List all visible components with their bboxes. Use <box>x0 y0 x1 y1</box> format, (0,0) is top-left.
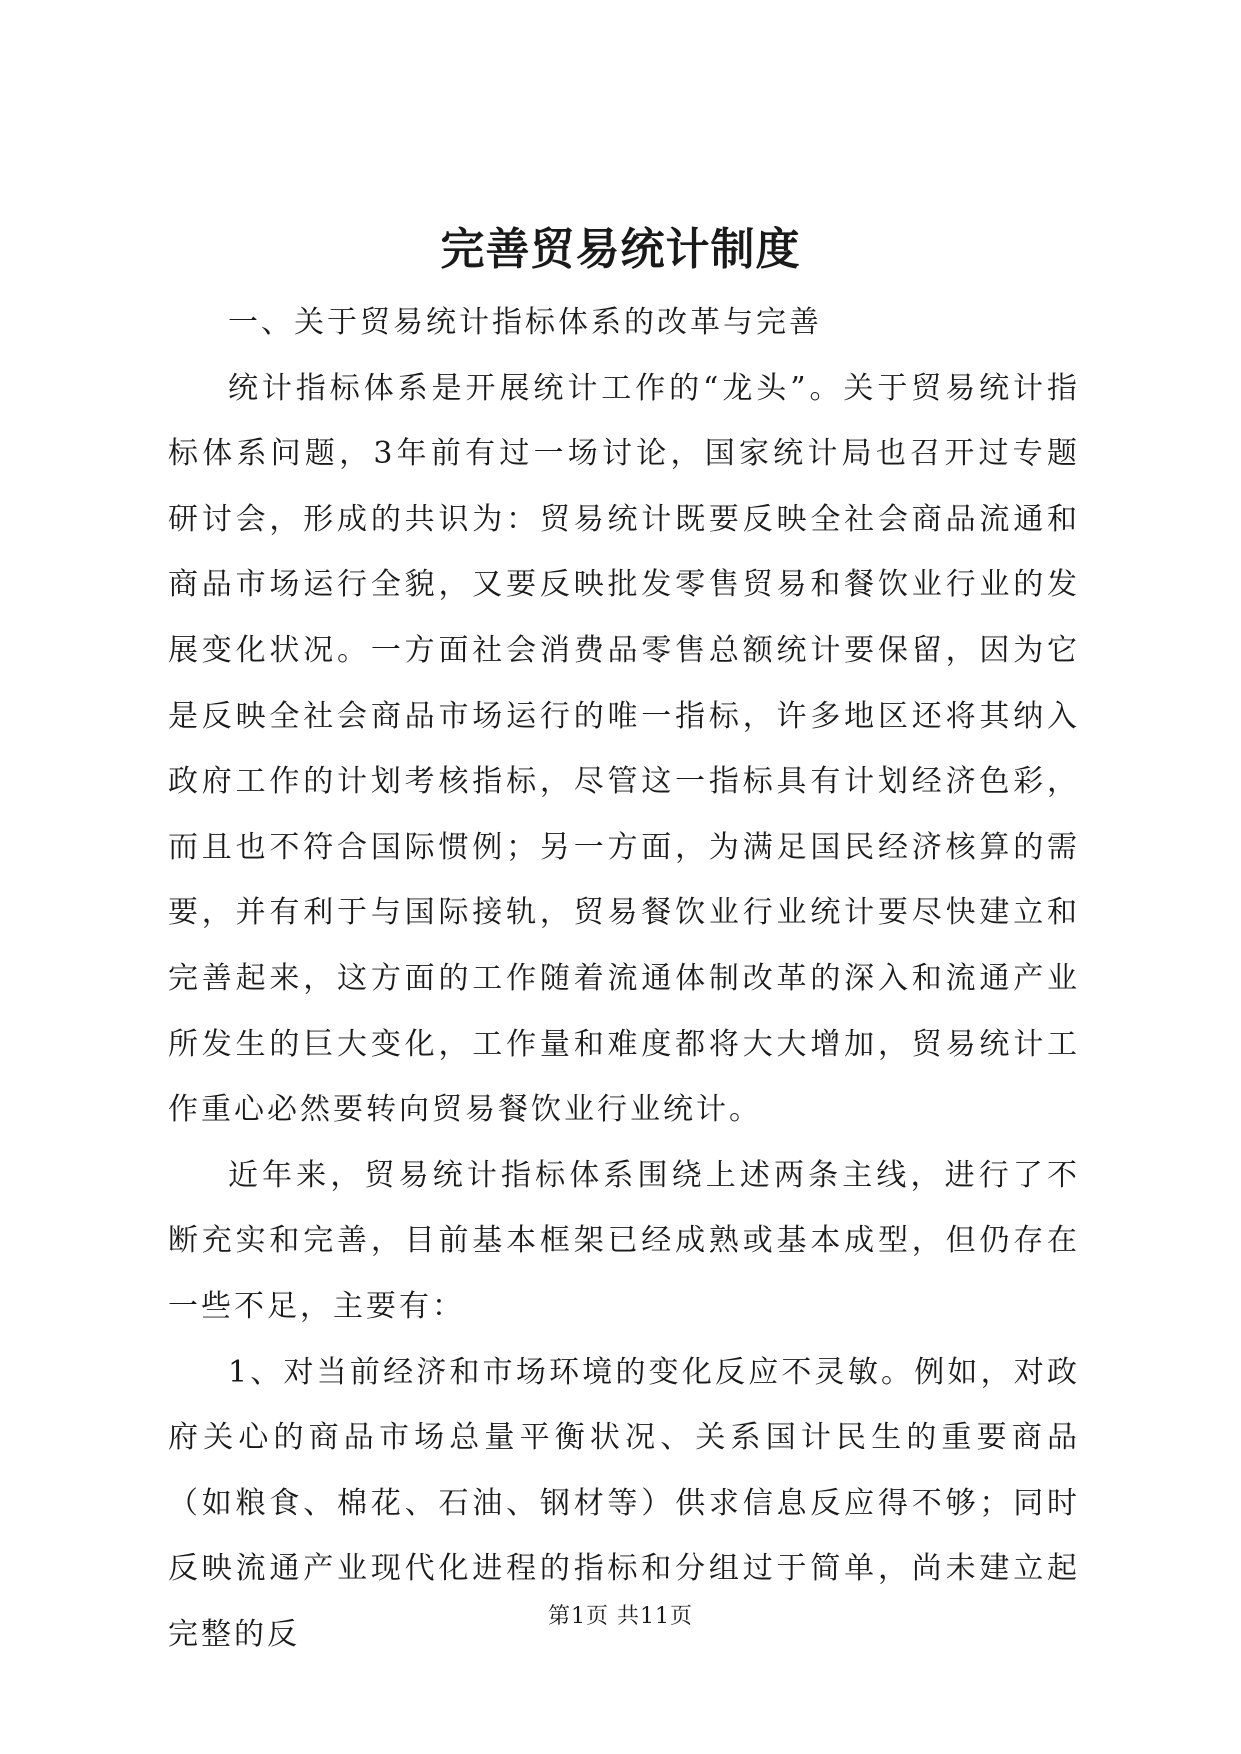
document-title: 完善贸易统计制度 <box>440 224 801 275</box>
page-footer: 第1页 共11页 <box>548 1604 693 1629</box>
section-heading: 一、关于贸易统计指标体系的改革与完善 <box>228 305 822 340</box>
paragraph: 统计指标体系是开展统计工作的“龙头”。关于贸易统计指标体系问题，3年前有过一场讨论，国家统计局也召开过专题研讨会，形成的共识为：贸易统计既要反映全社会商品流通和商品市场运行全貌，又要反映批发零售贸易和餐饮业行业的发展变化状况。一方面社会消费品零售总额统计要保留，因为它是反映全社会商品市场运行的唯一指标，许多地区还将其纳入政府工作的计划考核指标，尽管这一指标具有计划经济色彩，而且也不符合国际惯例；另一方面，为满足国民经济核算的需要，并有利于与国际接轨，贸易餐饮业行业统计要尽快建立和完善起来，这方面的工作随着流通体制改革的深入和流通产业所发生的巨大变化，工作量和难度都将大大增加，贸易统计工作重心必然要转向贸易餐饮业行业统计。 <box>168 370 1080 1128</box>
paragraph: 1、对当前经济和市场环境的变化反应不灵敏。例如，对政府关心的商品市场总量平衡状况、关系国计民生的重要商品（如粮食、棉花、石油、钢材等）供求信息反应得不够；同时反映流通产业现代化进程的指标和分组过于简单，尚未建立起完整的反 <box>168 1354 1080 1652</box>
document-body <box>168 290 1080 1667</box>
paragraph: 近年来，贸易统计指标体系围绕上述两条主线，进行了不断充实和完善，目前基本框架已经成熟或基本成型，但仍存在一些不足，主要有： <box>168 1157 1080 1324</box>
